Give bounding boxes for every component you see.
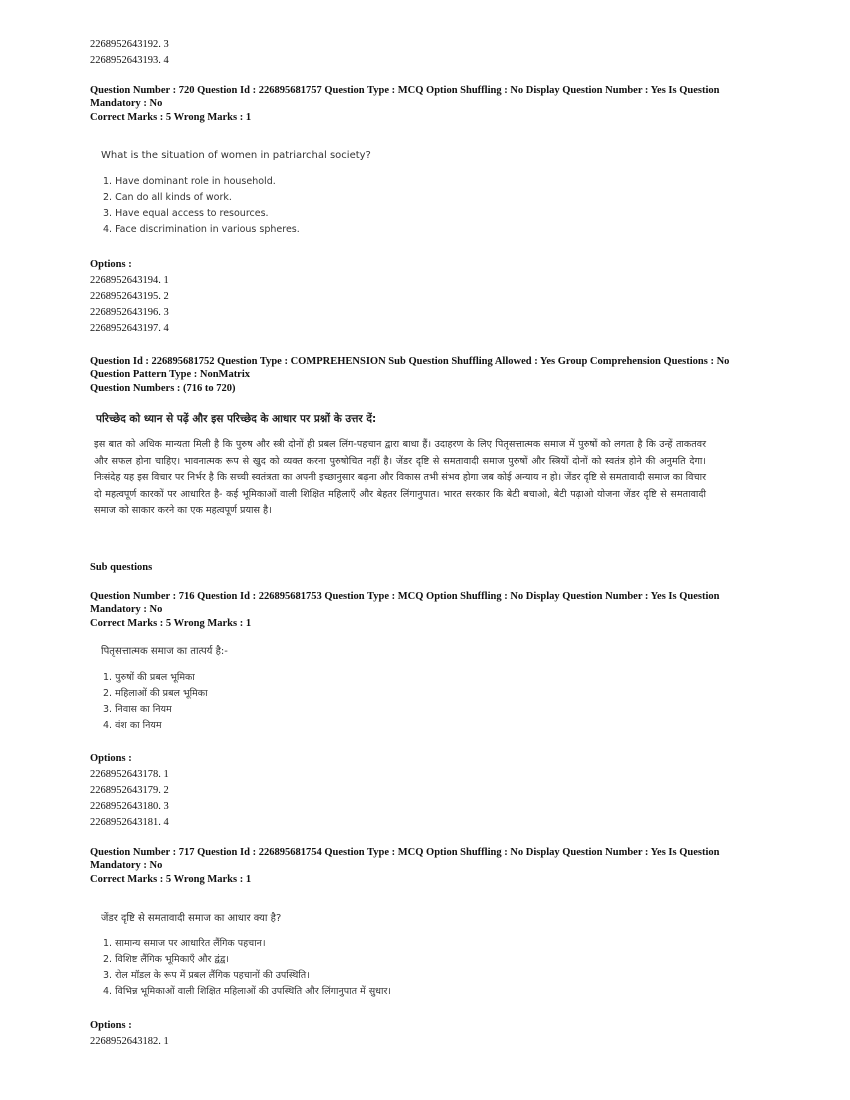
question-text: What is the situation of women in patriarchal society?: [101, 150, 371, 161]
option-code: 2268952643181. 4: [90, 817, 169, 828]
question-header: Question Number : 717 Question Id : 226895681754 Question Type : MCQ Option Shuffling : No Display Question Number : Yes Is Question Mandatory : No: [90, 847, 720, 871]
choice-item: 2. महिलाओं की प्रबल भूमिका: [103, 688, 208, 699]
option-code: 2268952643178. 1: [90, 769, 169, 780]
choice-item: 3. रोल मॉडल के रूप में प्रबल लैंगिक पहचानों की उपस्थिति।: [103, 970, 310, 981]
question-text: पितृसत्तात्मक समाज का तात्पर्य है:-: [101, 646, 228, 657]
options-label: Options :: [90, 1020, 132, 1031]
comprehension-header: Question Id : 226895681752 Question Type : COMPREHENSION Sub Question Shuffling Allowed : Yes Group Comprehension Questions : No Question Pattern Type : NonMatrix: [90, 356, 730, 380]
options-label: Options :: [90, 753, 132, 764]
choice-item: 1. Have dominant role in household.: [103, 176, 276, 187]
option-code: 2268952643179. 2: [90, 785, 169, 796]
option-code: 2268952643196. 3: [90, 307, 169, 318]
option-code: 2268952643195. 2: [90, 291, 169, 302]
choice-item: 4. वंश का नियम: [103, 720, 162, 731]
choice-item: 4. Face discrimination in various spheres.: [103, 224, 300, 235]
marks-line: Correct Marks : 5 Wrong Marks : 1: [90, 112, 252, 123]
choice-item: 2. विशिष्ट लैंगिक भूमिकाएँ और द्वंद्व।: [103, 954, 229, 965]
choice-item: 1. सामान्य समाज पर आधारित लैंगिक पहचान।: [103, 938, 266, 949]
question-header: Question Number : 720 Question Id : 226895681757 Question Type : MCQ Option Shuffling : No Display Question Number : Yes Is Question Mandatory : No: [90, 85, 720, 109]
option-code: 2268952643197. 4: [90, 323, 169, 334]
question-numbers: Question Numbers : (716 to 720): [90, 383, 236, 394]
option-code: 2268952643193. 4: [90, 55, 169, 66]
choice-item: 4. विभिन्न भूमिकाओं वाली शिक्षित महिलाओं की उपस्थिति और लिंगानुपात में सुधार।: [103, 986, 391, 997]
options-label: Options :: [90, 259, 132, 270]
choice-item: 3. Have equal access to resources.: [103, 208, 269, 219]
passage-text: इस बात को अधिक मान्यता मिली है कि पुरुष और स्त्री दोनों ही प्रबल लिंग-पहचान द्वारा बाधा हैं। उदाहरण के लिए पितृसत्तात्मक समाज में पुरुषों को लगता है कि उन्हें ताकतवर और सफल होना चाहिए। भावनात्मक रूप से खुद को व्यक्त करना पुरुषोचित नहीं है। जेंडर दृष्टि से समतावादी समाज पुरुषों और स्त्रियों दोनों को स्वतंत्र होने की अनुमति देगा। निःसंदेह यह इस विचार पर निर्भर है कि सच्ची स्वतंत्रता का अपनी इच्छानुसार बढ़ना और विकास तभी संभव होगा जब कोई अन्याय न हो। जेंडर दृष्टि से समतावादी समाज का विचार दो महत्वपूर्ण कारकों पर आधारित है- कई भूमिकाओं वाली शिक्षित महिलाएँ और बेहतर लिंगानुपात। भारत सरकार कि बेटी बचाओ, बेटी पढ़ाओ योजना जेंडर दृष्टि से समतावादी समाज को साकार करने का एक महत्वपूर्ण प्रयास है।: [94, 439, 706, 516]
sub-questions-label: Sub questions: [90, 562, 153, 573]
passage-instruction: परिच्छेद को ध्यान से पढ़ें और इस परिच्छेद के आधार पर प्रश्नों के उत्तर दें:: [96, 413, 377, 425]
option-code: 2268952643194. 1: [90, 275, 169, 286]
choice-item: 3. निवास का नियम: [103, 704, 172, 715]
choice-item: 2. Can do all kinds of work.: [103, 192, 232, 203]
question-header: Question Number : 716 Question Id : 226895681753 Question Type : MCQ Option Shuffling : No Display Question Number : Yes Is Question Mandatory : No: [90, 591, 720, 615]
marks-line: Correct Marks : 5 Wrong Marks : 1: [90, 874, 252, 885]
option-code: 2268952643192. 3: [90, 39, 169, 50]
option-code: 2268952643180. 3: [90, 801, 169, 812]
choice-item: 1. पुरुषों की प्रबल भूमिका: [103, 672, 195, 683]
option-code: 2268952643182. 1: [90, 1036, 169, 1047]
question-text: जेंडर दृष्टि से समतावादी समाज का आधार क्या है?: [101, 913, 282, 924]
marks-line: Correct Marks : 5 Wrong Marks : 1: [90, 618, 252, 629]
